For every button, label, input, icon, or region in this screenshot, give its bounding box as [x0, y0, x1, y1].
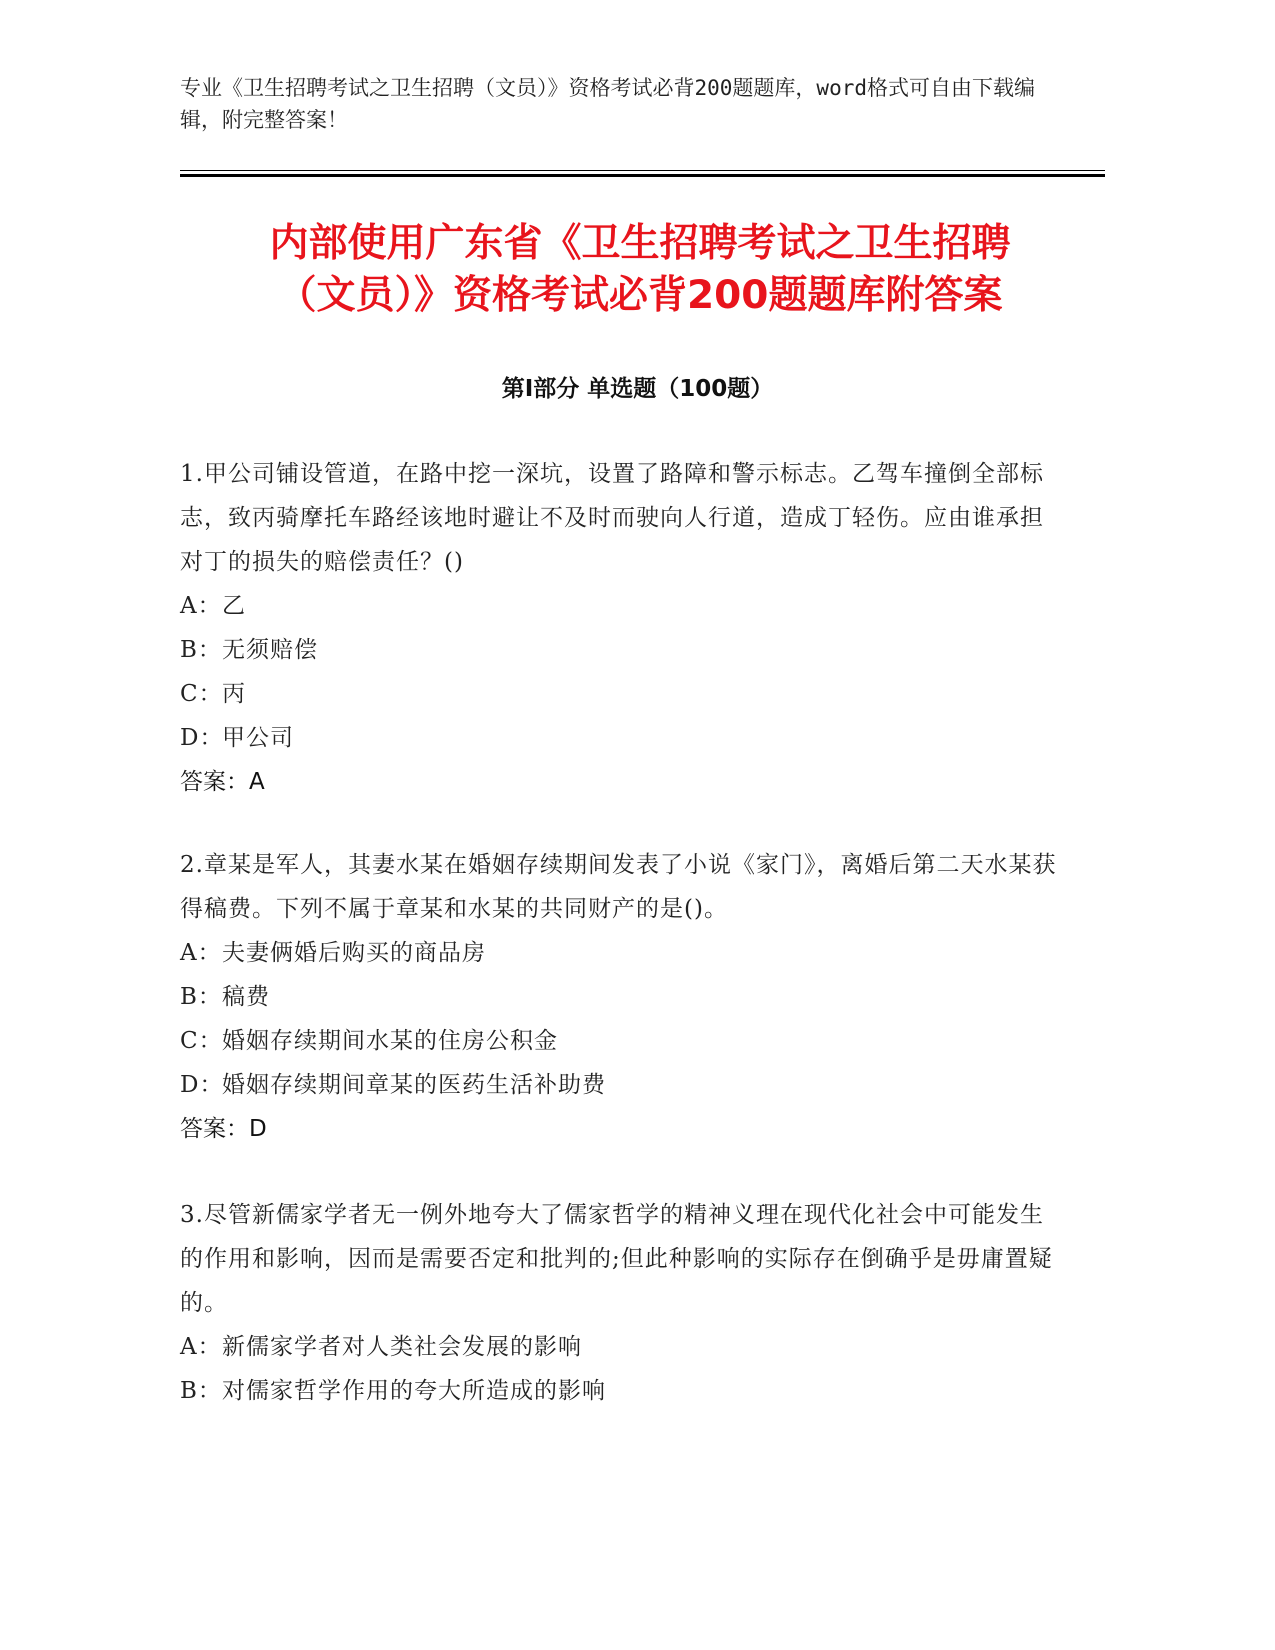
option-text: 夫妻俩婚后购买的商品房	[222, 940, 486, 966]
title-line-1: 内部使用广东省《卫生招聘考试之卫生招聘	[269, 221, 1011, 266]
option-key: C：	[180, 681, 223, 707]
section-heading: 第Ⅰ部分 单选题（100题）	[501, 376, 774, 402]
option-text: 新儒家学者对人类社会发展的影响	[222, 1334, 582, 1360]
question-1	[180, 452, 1060, 804]
option-text: 甲公司	[222, 725, 294, 751]
option-text: 乙	[222, 593, 246, 619]
option-key: A：	[180, 1334, 222, 1360]
option-b	[180, 628, 1060, 672]
question-stem: 3.尽管新儒家学者无一例外地夸大了儒家哲学的精神义理在现代化社会中可能发生的作用和影响，因而是需要否定和批判的;但此种影响的实际存在倒确乎是毋庸置疑的。	[180, 1202, 1053, 1316]
option-text: 婚姻存续期间水某的住房公积金	[222, 1028, 558, 1054]
option-key: D：	[180, 725, 224, 751]
option-text: 稿费	[222, 984, 270, 1010]
option-d	[180, 1063, 1060, 1107]
option-a	[180, 1325, 1060, 1369]
question-2	[180, 843, 1060, 1151]
option-text: 无须赔偿	[222, 637, 318, 663]
option-d	[180, 716, 1060, 760]
option-text: 婚姻存续期间章某的医药生活补助费	[222, 1072, 606, 1098]
option-c	[180, 1019, 1060, 1063]
answer-label: 答案：A	[180, 769, 265, 795]
intro-text: 专业《卫生招聘考试之卫生招聘（文员）》资格考试必背200题题库，word格式可自由下载编辑，附完整答案！	[180, 76, 1035, 132]
option-key: C：	[180, 1028, 223, 1054]
option-key: B：	[180, 637, 222, 663]
option-b	[180, 1369, 1060, 1413]
question-stem: 1.甲公司铺设管道，在路中挖一深坑，设置了路障和警示标志。乙驾车撞倒全部标志，致丙骑摩托车路经该地时避让不及时而驶向人行道，造成丁轻伤。应由谁承担对丁的损失的赔偿责任？()	[180, 461, 1044, 575]
option-key: B：	[180, 984, 222, 1010]
option-key: D：	[180, 1072, 224, 1098]
title-line-2: （文员）》资格考试必背200题题库附答案	[277, 273, 1003, 318]
option-key: B：	[180, 1378, 222, 1404]
question-stem: 2.章某是军人，其妻水某在婚姻存续期间发表了小说《家门》，离婚后第二天水某获得稿费。下列不属于章某和水某的共同财产的是()。	[180, 852, 1057, 922]
document-title	[160, 218, 1120, 322]
header-divider-thin	[180, 170, 1105, 171]
question-3	[180, 1193, 1060, 1413]
option-c	[180, 672, 1060, 716]
option-b	[180, 975, 1060, 1019]
option-text: 丙	[222, 681, 246, 707]
option-a	[180, 584, 1060, 628]
answer-label: 答案：D	[180, 1116, 267, 1142]
header-divider-thick	[180, 174, 1105, 177]
option-key: A：	[180, 940, 222, 966]
option-key: A：	[180, 593, 222, 619]
option-text: 对儒家哲学作用的夸大所造成的影响	[222, 1378, 606, 1404]
option-a	[180, 931, 1060, 975]
